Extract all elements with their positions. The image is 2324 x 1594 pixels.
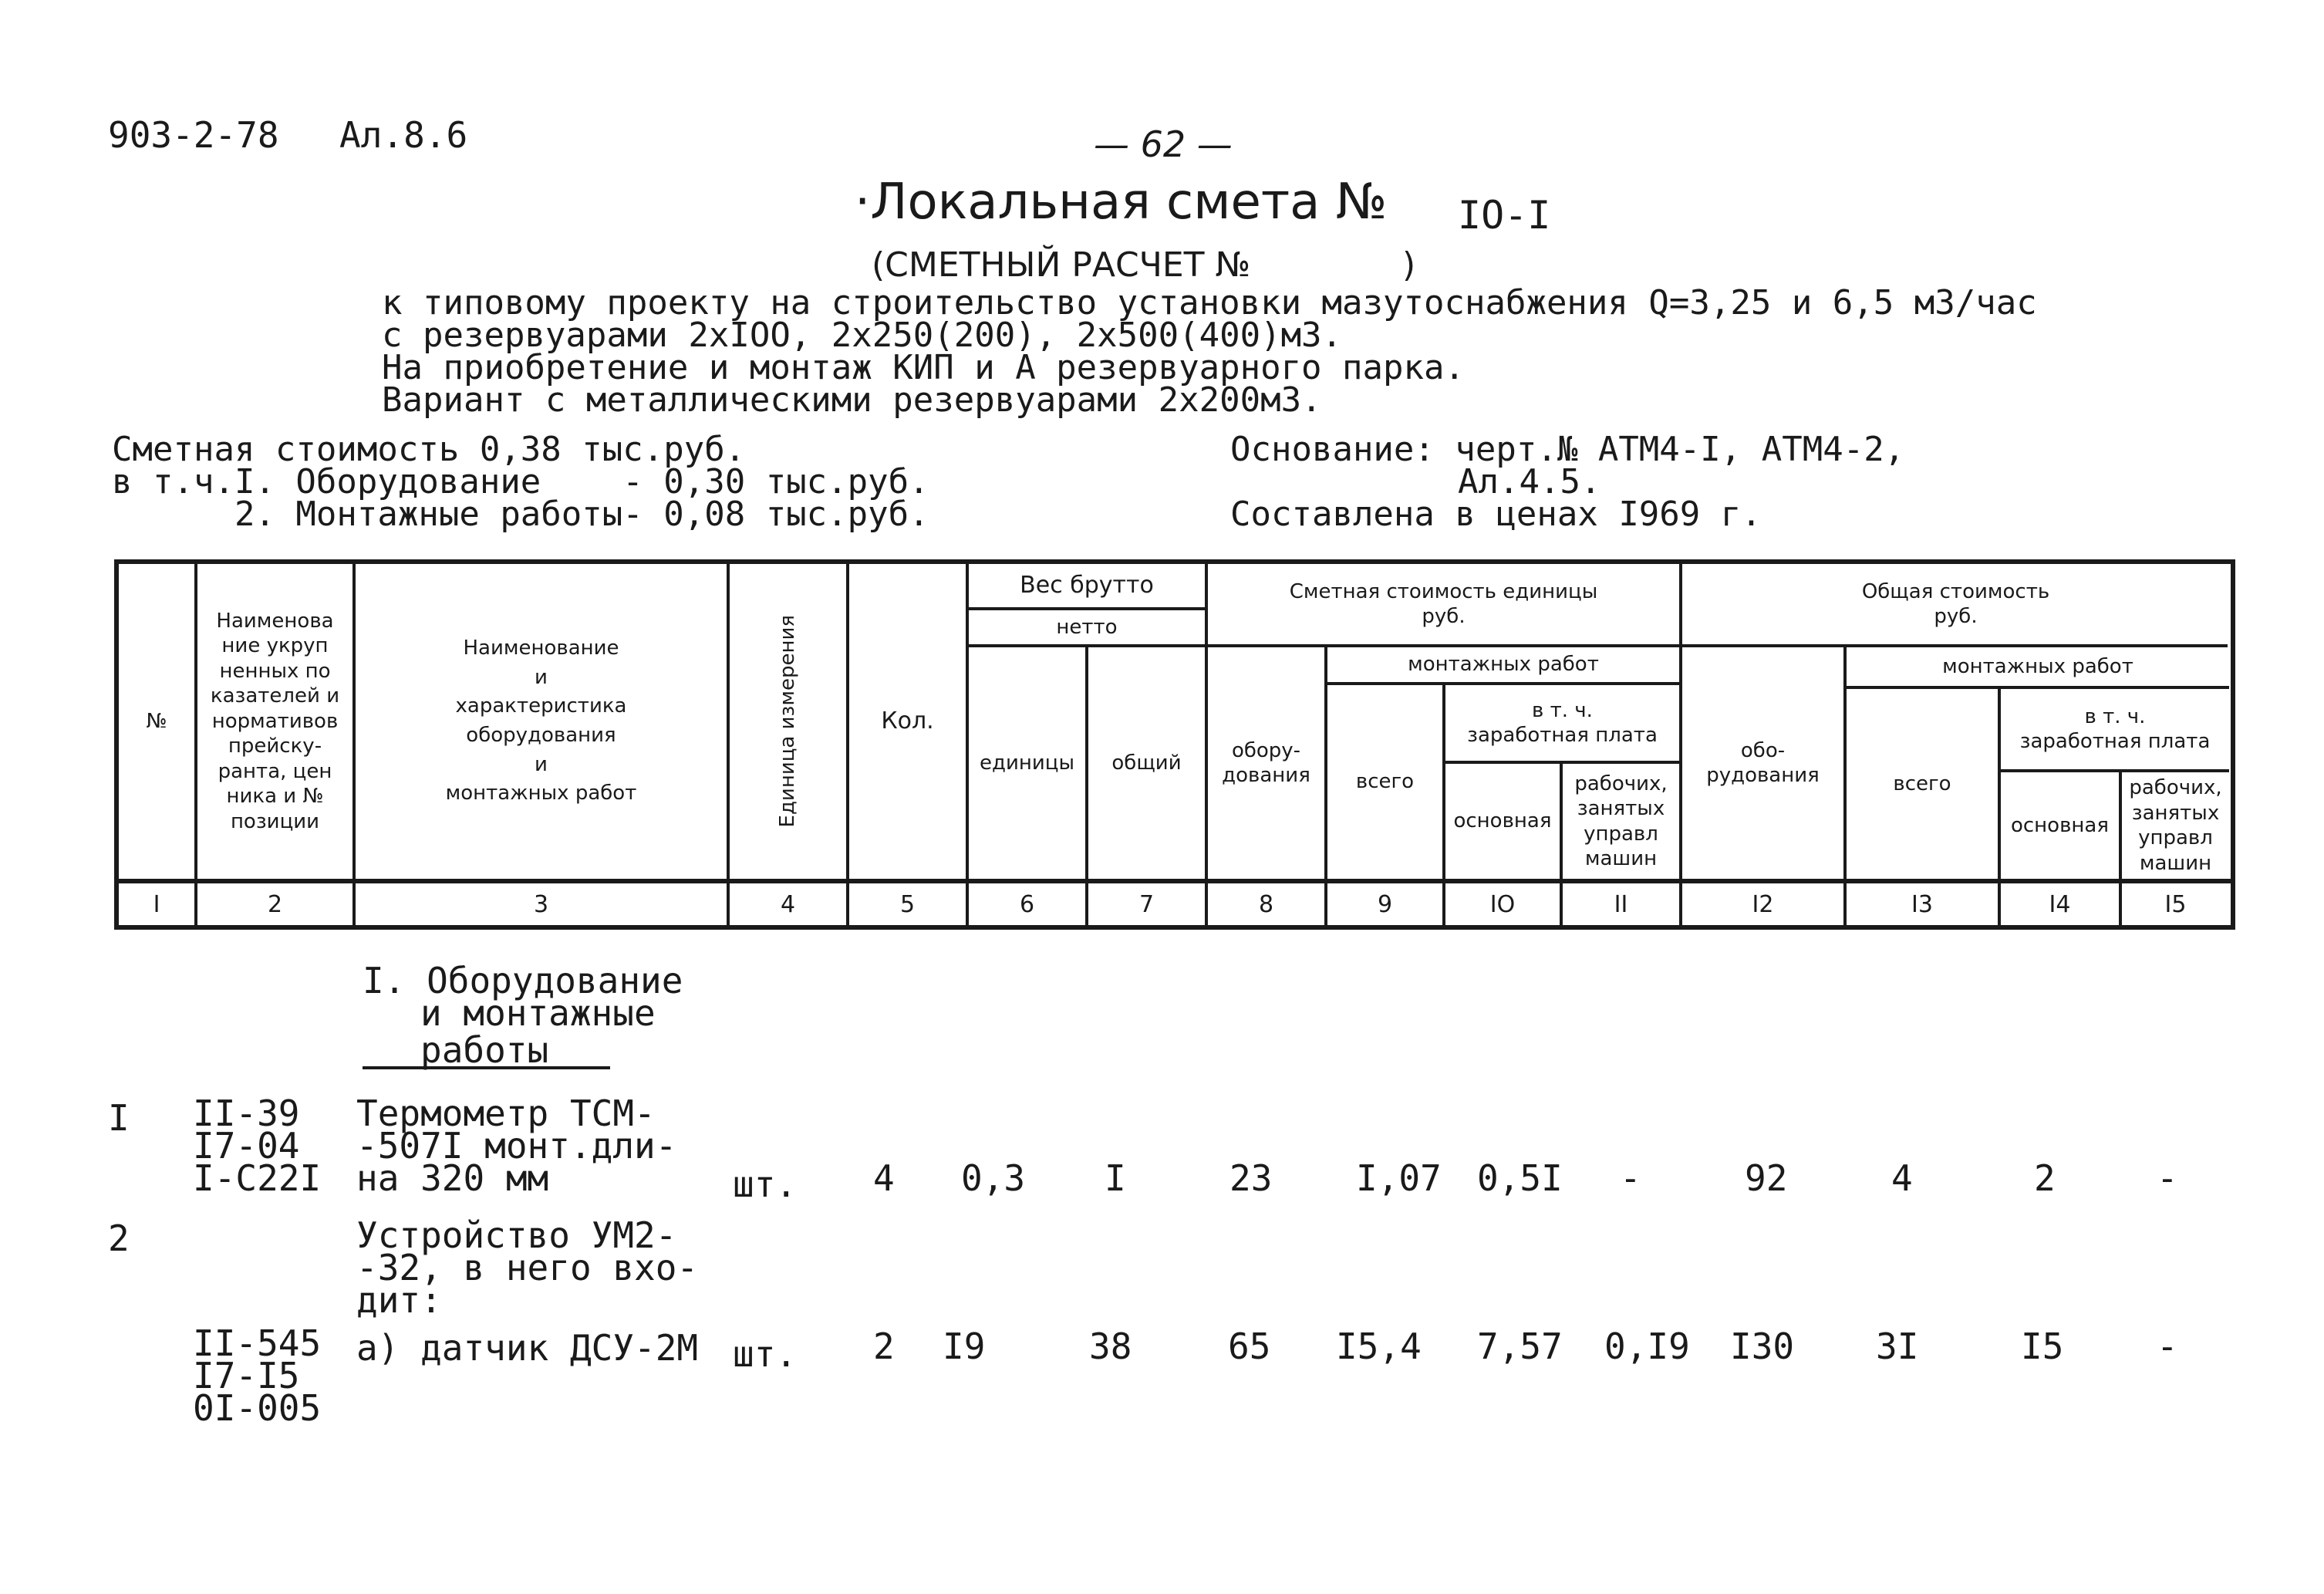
basis-drawings-line: Основание: черт.№ АТМ4-I, АТМ4-2, bbox=[1230, 430, 1905, 469]
row-unit: шт. bbox=[733, 1163, 798, 1205]
rate-code: II-545 bbox=[193, 1322, 322, 1364]
row-weight-total: 38 bbox=[1089, 1326, 1132, 1367]
header-line: Наименование bbox=[463, 636, 619, 660]
header-line: Сметная стоимость единицы bbox=[1289, 579, 1598, 603]
column-number-row bbox=[119, 883, 2232, 925]
rate-code: I-C22I bbox=[193, 1157, 322, 1199]
header-line: позиции bbox=[230, 809, 320, 833]
row-rate-codes bbox=[193, 1092, 322, 1199]
header-line: дования bbox=[1222, 764, 1310, 787]
col-total-wage-main-header: основная bbox=[2010, 813, 2109, 837]
header-line: оборудования bbox=[466, 724, 616, 747]
row-quantity: 4 bbox=[873, 1157, 895, 1199]
col-name-header bbox=[356, 564, 727, 879]
row-number: I bbox=[108, 1097, 130, 1139]
header-line: нормативов bbox=[211, 709, 339, 733]
row-total-installation: 4 bbox=[1891, 1157, 1913, 1199]
project-description bbox=[382, 283, 2037, 420]
header-line: рабочих, bbox=[2129, 776, 2222, 799]
col-weight-unit-header: единицы bbox=[980, 751, 1074, 775]
row-unit-machine-wage: - bbox=[1620, 1157, 1641, 1199]
col-unit-equipment-header bbox=[1208, 647, 1324, 879]
row-total-wage: I5 bbox=[2021, 1326, 2064, 1367]
estimate-subtitle-close: ) bbox=[1402, 245, 1416, 285]
header-line: заработная плата bbox=[2019, 730, 2211, 753]
rate-code: II-39 bbox=[193, 1092, 300, 1134]
col-weight-total-header: общий bbox=[1111, 751, 1182, 775]
weight-sub-header: нетто bbox=[1056, 615, 1118, 639]
description-line: с резервуарами 2хIOO, 2х250(200), 2х500(400)м3. bbox=[382, 316, 1343, 355]
header-line: обору- bbox=[1231, 738, 1301, 762]
column-number: 3 bbox=[533, 890, 549, 918]
header-line: рабочих, bbox=[1574, 772, 1668, 795]
page-number: — 62 — bbox=[1094, 123, 1233, 165]
section-line: I. Оборудование bbox=[363, 960, 683, 1001]
header-line: и bbox=[535, 665, 548, 689]
col-quantity-header: Кол. bbox=[881, 708, 934, 735]
col-total-wage-machine-header bbox=[2122, 772, 2229, 879]
header-line: обо- bbox=[1740, 738, 1786, 762]
column-number: 9 bbox=[1377, 890, 1393, 918]
header-line: в т. ч. bbox=[2084, 704, 2146, 728]
row-unit-wage: 0,5I bbox=[1477, 1157, 1563, 1199]
header-line: управл bbox=[1584, 822, 1658, 846]
row-item-name: а) датчик ДСУ-2М bbox=[356, 1327, 699, 1369]
rate-code: I7-04 bbox=[193, 1125, 300, 1167]
header-line: машин bbox=[1584, 847, 1658, 870]
unit-cost-group-header bbox=[1208, 564, 1679, 644]
row-rate-codes bbox=[193, 1322, 322, 1429]
column-number: I4 bbox=[2049, 890, 2071, 918]
header-line: Общая стоимость bbox=[1861, 579, 2050, 603]
row-unit-installation-cost: I,07 bbox=[1356, 1157, 1442, 1199]
header-line: ранта, цен bbox=[218, 759, 332, 783]
cost-equipment-line: в т.ч.I. Оборудование - 0,30 тыс.руб. bbox=[112, 462, 929, 502]
column-number: I3 bbox=[1911, 890, 1933, 918]
rate-code: 0I-005 bbox=[193, 1387, 322, 1429]
row-item-name bbox=[356, 1214, 699, 1321]
basis-album-line: Ал.4.5. bbox=[1458, 462, 1601, 502]
row-total-equipment: I30 bbox=[1730, 1326, 1795, 1367]
col-rate-code-header bbox=[197, 564, 352, 879]
description-line: к типовому проекту на строительство установки мазутоснабжения Q=3,25 и 6,5 м3/час bbox=[382, 283, 2037, 323]
header-line: в т. ч. bbox=[1532, 698, 1593, 722]
section-heading bbox=[363, 960, 683, 1071]
row-total-machine-wage: - bbox=[2157, 1326, 2178, 1367]
column-number: I bbox=[153, 890, 160, 918]
unit-wage-group-header bbox=[1445, 685, 1679, 761]
header-line: руб. bbox=[1422, 605, 1466, 628]
header-line: ника и № bbox=[226, 785, 324, 809]
album-reference: Ал.8.6 bbox=[339, 114, 468, 156]
weight-group-header: Вес брутто bbox=[1020, 572, 1154, 599]
header-line: занятых bbox=[2131, 801, 2220, 825]
row-item-name bbox=[356, 1092, 677, 1199]
header-line: и bbox=[535, 752, 548, 776]
row-weight-total: I bbox=[1105, 1157, 1126, 1199]
document-code: 903-2-78 bbox=[108, 114, 279, 156]
column-number: I5 bbox=[2164, 890, 2187, 918]
row-unit-equipment-cost: 65 bbox=[1228, 1326, 1271, 1367]
estimate-subtitle: (СМЕТНЫЙ РАСЧЕТ № bbox=[872, 245, 1251, 285]
description-line: На приобретение и монтаж КИП и А резервуарного парка. bbox=[382, 348, 1465, 387]
row-unit: шт. bbox=[733, 1333, 798, 1375]
header-line: характеристика bbox=[455, 694, 627, 718]
estimate-number: IO-I bbox=[1458, 193, 1551, 238]
total-cost-group-header bbox=[1682, 564, 2229, 644]
row-weight-unit: 0,3 bbox=[961, 1157, 1026, 1199]
item-name-line: -32, в него вхо- bbox=[356, 1247, 699, 1288]
row-unit-equipment-cost: 23 bbox=[1229, 1157, 1273, 1199]
row-unit-installation-cost: I5,4 bbox=[1336, 1326, 1422, 1367]
column-number: IO bbox=[1489, 890, 1516, 918]
header-line: прейску- bbox=[228, 735, 322, 758]
header-line: руб. bbox=[1934, 605, 1978, 628]
section-line: работы bbox=[363, 1034, 610, 1069]
col-unit-wage-main-header: основная bbox=[1453, 809, 1552, 833]
description-line: Вариант с металлическими резервуарами 2х200м3. bbox=[382, 380, 1322, 420]
header-line: заработная плата bbox=[1467, 724, 1658, 747]
header-line: машин bbox=[2139, 851, 2212, 875]
unit-installation-group-header: монтажных работ bbox=[1408, 653, 1599, 677]
column-number: 8 bbox=[1258, 890, 1274, 918]
column-number: 2 bbox=[267, 890, 283, 918]
col-unit-wage-machine-header bbox=[1563, 764, 1679, 879]
column-number: 4 bbox=[780, 890, 796, 918]
item-name-line: дит: bbox=[356, 1279, 442, 1321]
header-line: занятых bbox=[1577, 797, 1665, 820]
item-name-line: -507I монт.дли- bbox=[356, 1125, 677, 1167]
row-quantity: 2 bbox=[873, 1326, 895, 1367]
row-unit-wage: 7,57 bbox=[1477, 1326, 1563, 1367]
column-number: 7 bbox=[1138, 890, 1155, 918]
header-line: рудования bbox=[1706, 764, 1820, 787]
row-total-installation: 3I bbox=[1876, 1326, 1919, 1367]
header-line: ненных по bbox=[219, 659, 331, 683]
cost-summary bbox=[112, 430, 929, 534]
header-line: ние укруп bbox=[221, 634, 329, 658]
row-unit-machine-wage: 0,I9 bbox=[1604, 1326, 1690, 1367]
item-name-line: на 320 мм bbox=[356, 1157, 549, 1199]
header-line: казателей и bbox=[210, 684, 340, 708]
cost-installation-line: 2. Монтажные работы- 0,08 тыс.руб. bbox=[112, 495, 929, 534]
header-line: Единица измерения bbox=[776, 615, 800, 828]
row-number: 2 bbox=[108, 1217, 130, 1259]
column-number: I2 bbox=[1752, 890, 1774, 918]
estimate-table-header bbox=[114, 559, 2235, 930]
basis-block bbox=[1230, 430, 1905, 534]
basis-prices-line: Составлена в ценах I969 г. bbox=[1230, 495, 1762, 534]
section-line: и монтажные bbox=[420, 992, 656, 1034]
total-wage-group-header bbox=[2001, 689, 2229, 769]
cost-total-line: Сметная стоимость 0,38 тыс.руб. bbox=[112, 430, 746, 469]
col-number-header: № bbox=[146, 709, 167, 733]
col-unit-header bbox=[730, 564, 846, 879]
header-line: Наименова bbox=[216, 609, 334, 633]
row-total-machine-wage: - bbox=[2157, 1157, 2178, 1199]
column-number: 6 bbox=[1019, 890, 1035, 918]
item-name-line: Термометр ТСМ- bbox=[356, 1092, 656, 1134]
col-total-equipment-header bbox=[1682, 647, 1843, 879]
header-line: управл bbox=[2138, 826, 2213, 849]
row-total-wage: 2 bbox=[2034, 1157, 2056, 1199]
col-unit-installation-total-header: всего bbox=[1355, 770, 1415, 794]
item-name-line: Устройство УМ2- bbox=[356, 1214, 677, 1256]
row-weight-unit: I9 bbox=[943, 1326, 986, 1367]
rate-code: I7-I5 bbox=[193, 1355, 300, 1396]
total-installation-group-header: монтажных работ bbox=[1942, 654, 2133, 678]
header-line: монтажных работ bbox=[445, 782, 637, 805]
col-total-installation-header: всего bbox=[1893, 772, 1951, 795]
page-title: ·Локальная смета № bbox=[855, 174, 1388, 231]
row-total-equipment: 92 bbox=[1745, 1157, 1788, 1199]
column-number: 5 bbox=[899, 890, 916, 918]
column-number: II bbox=[1614, 890, 1628, 918]
